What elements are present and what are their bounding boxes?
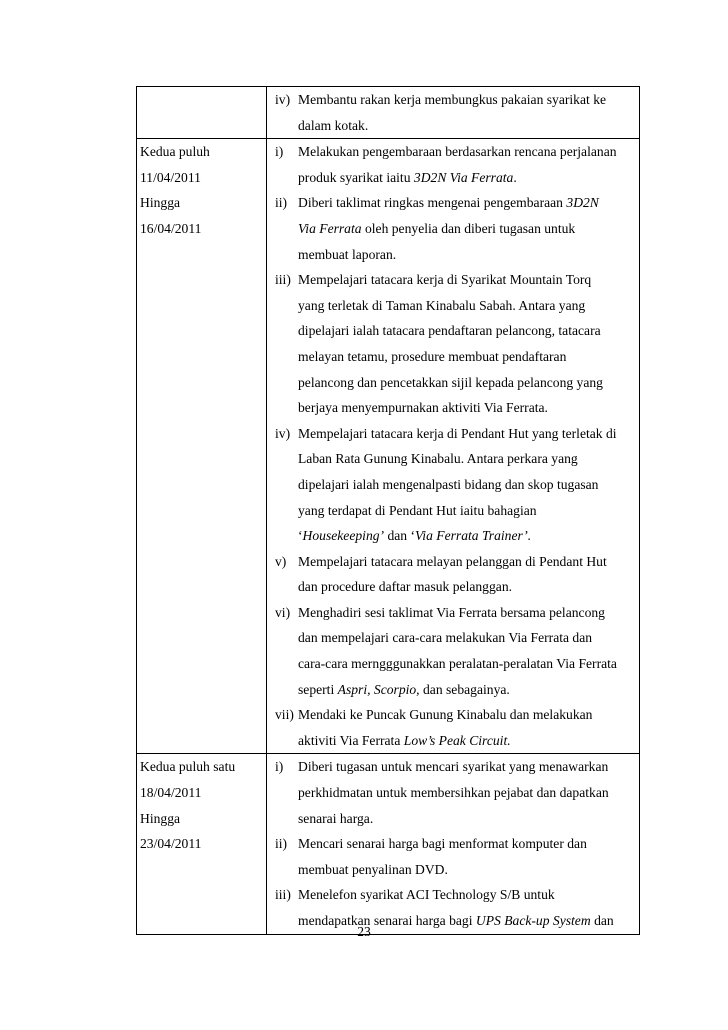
text-segment: . [513, 169, 517, 185]
activity-item [275, 702, 637, 753]
text-segment: membuat laporan. [298, 246, 397, 262]
text-segment: dalam kotak. [298, 117, 369, 133]
item-number: ii) [275, 836, 288, 852]
activity-text-line [298, 549, 637, 575]
text-segment: Laban Rata Gunung Kinabalu. Antara perkara yang [298, 451, 578, 467]
activity-item [275, 267, 637, 421]
activity-list [267, 87, 637, 138]
text-segment: pelancong dan pencetakkan sijil kepada pelancong yang [298, 374, 603, 390]
activity-item [275, 421, 637, 549]
activity-text-line [298, 139, 637, 165]
activity-item [275, 831, 637, 882]
activity-text-line [298, 267, 637, 293]
text-segment: Diberi taklimat ringkas mengenai pengembaraan [298, 195, 567, 211]
activity-text-line [298, 780, 637, 806]
text-segment: produk syarikat iaitu [298, 169, 414, 185]
italic-text: UPS Back-up System [475, 913, 591, 928]
table-row [137, 754, 640, 934]
activity-text-line [298, 395, 637, 421]
activity-text-line [298, 600, 637, 626]
activity-text-line [298, 882, 637, 908]
week-date-cell [137, 87, 267, 139]
text-segment: Mempelajari tatacara melayan pelanggan di Pendant Hut [298, 553, 607, 569]
text-segment: yang terletak di Taman Kinabalu Sabah. Antara yang [298, 297, 586, 313]
activity-item [275, 87, 637, 138]
text-segment: dipelajari ialah mengenalpasti bidang dan skop tugasan [298, 476, 599, 492]
activity-text-line [298, 625, 637, 651]
activities-cell [267, 87, 640, 139]
activity-text-line [298, 344, 637, 370]
activity-item [275, 600, 637, 702]
text-segment: melayan tetamu, prosedure membuat pendaftaran [298, 348, 567, 364]
activity-log-body [137, 87, 640, 935]
text-segment: seperti [298, 681, 338, 697]
text-segment: perkhidmatan untuk membersihkan pejabat dan dapatkan [298, 785, 609, 801]
activity-log-table [136, 86, 640, 935]
text-segment: cara-cara merngggunakkan peralatan-peralatan Via Ferrata [298, 656, 617, 672]
italic-text: 3D2N Via Ferrata [413, 169, 514, 185]
activity-text-line [298, 242, 637, 268]
activity-text-line [298, 113, 637, 139]
activity-text-line [298, 651, 637, 677]
activity-text-line [298, 728, 637, 754]
item-number: iii) [275, 887, 291, 903]
activity-text-line [298, 87, 637, 113]
italic-text: Via Ferrata Trainer’. [415, 528, 532, 544]
text-segment: Mempelajari tatacara kerja di Pendant Hut yang terletak di [298, 425, 617, 441]
week-date-line: 16/04/2011 [140, 220, 202, 236]
text-segment: aktiviti Via Ferrata [298, 732, 404, 748]
week-date-line: Hingga [140, 195, 181, 211]
item-number: vi) [275, 604, 291, 620]
activity-text-line [298, 421, 637, 447]
text-segment: ‘ [298, 528, 303, 544]
item-number: ii) [275, 195, 288, 211]
activity-text-line [298, 318, 637, 344]
text-segment: Melakukan pengembaraan berdasarkan rencana perjalanan [298, 144, 617, 160]
text-segment: Menelefon syarikat ACI Technology S/B untuk [298, 887, 555, 903]
text-segment: Mendaki ke Puncak Gunung Kinabalu dan melakukan [298, 707, 593, 723]
page-number: 23 [357, 924, 371, 939]
text-segment: Membantu rakan kerja membungkus pakaian syarikat ke [298, 92, 607, 107]
activities-cell [267, 754, 640, 934]
week-date-line: Kedua puluh satu [140, 759, 236, 775]
item-number: vii) [275, 707, 294, 723]
table-row [137, 87, 640, 139]
text-segment: mendapatkan senarai harga bagi [298, 913, 476, 928]
text-segment: dan [590, 913, 614, 928]
italic-text: 3D2N [566, 195, 599, 211]
activity-text-line [298, 165, 637, 191]
activity-text-line [298, 216, 637, 242]
activity-item [275, 549, 637, 600]
italic-text: Low’s Peak Circuit. [403, 732, 511, 748]
week-date-line: 18/04/2011 [140, 785, 202, 801]
week-date-line: Kedua puluh [140, 144, 210, 160]
italic-text: Via Ferrata [298, 220, 362, 236]
activity-text-line [298, 523, 637, 549]
week-date-line: Hingga [140, 810, 181, 826]
activity-item [275, 754, 637, 831]
activity-text-line [298, 370, 637, 396]
text-segment: dan mempelajari cara-cara melakukan Via Ferrata dan [298, 630, 593, 646]
activity-text-line [298, 677, 637, 703]
activity-text-line [298, 754, 637, 780]
text-segment: dan ‘ [384, 528, 416, 544]
text-segment: membuat penyalinan DVD. [298, 861, 448, 877]
table-row [137, 139, 640, 754]
item-number: iii) [275, 272, 291, 288]
activity-text-line [298, 293, 637, 319]
activity-list [267, 754, 637, 933]
week-date-cell [137, 139, 267, 754]
activity-text-line [298, 831, 637, 857]
activity-text-line [298, 857, 637, 883]
activity-text-line [298, 446, 637, 472]
item-number: i) [275, 759, 284, 775]
activity-text-line [298, 574, 637, 600]
item-number: v) [275, 553, 287, 569]
activity-list [267, 139, 637, 753]
activity-item [275, 190, 637, 267]
week-date-line: 23/04/2011 [140, 836, 202, 852]
text-segment: Mencari senarai harga bagi menformat komputer dan [298, 836, 587, 852]
text-segment: Diberi tugasan untuk mencari syarikat yang menawarkan [298, 759, 609, 775]
week-date-line: 11/04/2011 [140, 169, 201, 185]
activities-cell [267, 139, 640, 754]
text-segment: berjaya menyempurnakan aktiviti Via Ferrata. [298, 400, 548, 416]
item-number: iv) [275, 425, 291, 441]
text-segment: senarai harga. [298, 810, 374, 826]
text-segment: dipelajari ialah tatacara pendaftaran pelancong, tatacara [298, 323, 601, 339]
text-segment: oleh penyelia dan diberi tugasan untuk [361, 220, 576, 236]
week-date-cell [137, 754, 267, 934]
item-number: i) [275, 144, 284, 160]
italic-text: Housekeeping’ [302, 528, 385, 544]
activity-text-line [298, 190, 637, 216]
text-segment: Menghadiri sesi taklimat Via Ferrata bersama pelancong [298, 604, 605, 620]
text-segment: Mempelajari tatacara kerja di Syarikat Mountain Torq [298, 272, 592, 288]
activity-text-line [298, 806, 637, 832]
item-number: iv) [275, 92, 291, 107]
activity-text-line [298, 498, 637, 524]
text-segment: dan procedure daftar masuk pelanggan. [298, 579, 513, 595]
text-segment: dan sebagainya. [419, 681, 510, 697]
activity-text-line [298, 472, 637, 498]
italic-text: Aspri, Scorpio, [337, 681, 420, 697]
text-segment: yang terdapat di Pendant Hut iaitu bahagian [298, 502, 537, 518]
activity-text-line [298, 702, 637, 728]
activity-item [275, 139, 637, 190]
